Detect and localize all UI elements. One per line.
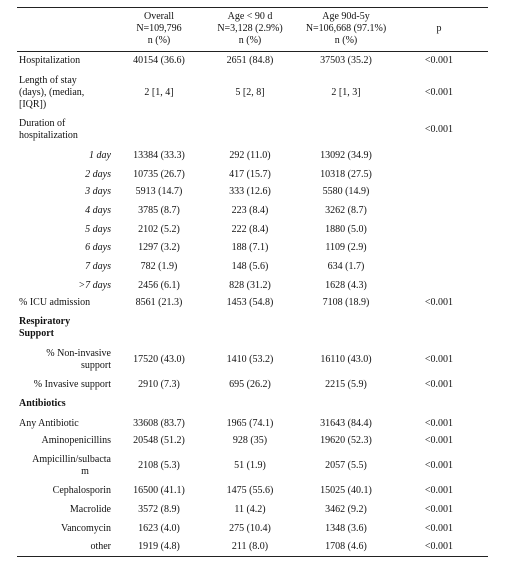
- row-sublabel: >7 days: [78, 280, 111, 291]
- cell-overall: 10735 (26.7): [133, 169, 185, 180]
- cell-overall: 3572 (8.9): [138, 504, 180, 515]
- cell-lt90: 828 (31.2): [229, 280, 271, 291]
- cell-overall: 20548 (51.2): [133, 435, 185, 446]
- cell-lt90: 148 (5.6): [231, 261, 269, 272]
- cell-gt90: 5580 (14.9): [322, 186, 370, 197]
- cell-gt90: 37503 (35.2): [320, 55, 372, 66]
- cell-overall: 40154 (36.6): [133, 55, 185, 66]
- cell-gt90: 634 (1.7): [327, 261, 365, 272]
- header-overall: Overall N=109,796 n (%): [136, 11, 182, 46]
- cell-gt90: 19620 (52.3): [320, 435, 372, 446]
- cell-overall: 5913 (14.7): [135, 186, 183, 197]
- cell-gt90: 15025 (40.1): [320, 485, 372, 496]
- row-label: Length of stay (days), (median, [IQR]): [19, 75, 85, 110]
- row-sublabel: 1 day: [89, 150, 111, 161]
- cell-gt90: 3262 (8.7): [325, 205, 367, 216]
- cell-overall: 33608 (83.7): [133, 418, 185, 429]
- cell-lt90: 2651 (84.8): [226, 55, 274, 66]
- cell-gt90: 1880 (5.0): [325, 224, 367, 235]
- cell-overall: 1919 (4.8): [138, 541, 180, 552]
- cell-overall: 1297 (3.2): [138, 242, 180, 253]
- row-label: Hospitalization: [19, 55, 81, 66]
- cell-p: <0.001: [424, 124, 454, 135]
- cell-p: <0.001: [424, 523, 454, 534]
- row-label: Duration of hospitalization: [19, 118, 78, 141]
- cell-p: <0.001: [424, 541, 454, 552]
- cell-gt90: 31643 (84.4): [320, 418, 372, 429]
- row-indented-label: % Non-invasive support: [46, 348, 111, 371]
- cell-gt90: 10318 (27.5): [320, 169, 372, 180]
- cell-lt90: 211 (8.0): [231, 541, 269, 552]
- cell-lt90: 928 (35): [232, 435, 268, 446]
- section-heading: Respiratory Support: [19, 316, 71, 339]
- cell-p: <0.001: [424, 87, 454, 98]
- cell-overall: 17520 (43.0): [133, 354, 185, 365]
- cell-p: <0.001: [424, 354, 454, 365]
- cell-p: <0.001: [424, 379, 454, 390]
- cell-gt90: 1348 (3.6): [325, 523, 367, 534]
- cell-lt90: 333 (12.6): [229, 186, 271, 197]
- row-sublabel: 2 days: [85, 169, 111, 180]
- row-indented-label: Macrolide: [69, 504, 111, 515]
- cell-gt90: 1109 (2.9): [325, 242, 367, 253]
- row-indented-label: % Invasive support: [33, 379, 111, 390]
- cell-p: <0.001: [424, 418, 454, 429]
- cell-gt90: 2 [1, 3]: [331, 87, 361, 98]
- cell-lt90: 417 (15.7): [229, 169, 271, 180]
- row-indented-label: Ampicillin/sulbacta m: [32, 454, 111, 477]
- cell-lt90: 1453 (54.8): [226, 297, 274, 308]
- row-indented-label: Cephalosporin: [52, 485, 111, 496]
- header-age-90d-5y: Age 90d-5y N=106,668 (97.1%) n (%): [305, 11, 387, 46]
- cell-overall: 8561 (21.3): [135, 297, 183, 308]
- cell-p: <0.001: [424, 435, 454, 446]
- cell-gt90: 1708 (4.6): [325, 541, 367, 552]
- row-sublabel: 6 days: [85, 242, 111, 253]
- cell-gt90: 2215 (5.9): [325, 379, 367, 390]
- cell-overall: 16500 (41.1): [133, 485, 185, 496]
- cell-overall: 13384 (33.3): [133, 150, 185, 161]
- row-indented-label: Vancomycin: [61, 523, 111, 534]
- cell-overall: 1623 (4.0): [138, 523, 180, 534]
- cell-overall: 2456 (6.1): [138, 280, 180, 291]
- top-rule: [17, 7, 488, 8]
- cell-lt90: 1965 (74.1): [226, 418, 274, 429]
- row-sublabel: 4 days: [85, 205, 111, 216]
- row-label: Any Antibiotic: [19, 418, 79, 429]
- bottom-rule: [17, 556, 488, 557]
- cell-lt90: 222 (8.4): [231, 224, 269, 235]
- cell-gt90: 13092 (34.9): [320, 150, 372, 161]
- cell-lt90: 1410 (53.2): [226, 354, 274, 365]
- cell-overall: 2 [1, 4]: [144, 87, 174, 98]
- cell-lt90: 275 (10.4): [229, 523, 271, 534]
- cell-p: <0.001: [424, 460, 454, 471]
- cell-gt90: 2057 (5.5): [325, 460, 367, 471]
- cell-p: <0.001: [424, 297, 454, 308]
- cell-gt90: 3462 (9.2): [325, 504, 367, 515]
- row-indented-label: Aminopenicillins: [41, 435, 111, 446]
- row-sublabel: 5 days: [85, 224, 111, 235]
- cell-overall: 2108 (5.3): [138, 460, 180, 471]
- cell-lt90: 51 (1.9): [234, 460, 266, 471]
- cell-p: <0.001: [424, 485, 454, 496]
- cell-lt90: 292 (11.0): [229, 150, 271, 161]
- cell-gt90: 1628 (4.3): [325, 280, 367, 291]
- cell-lt90: 1475 (55.6): [226, 485, 274, 496]
- cell-gt90: 7108 (18.9): [322, 297, 370, 308]
- row-sublabel: 7 days: [85, 261, 111, 272]
- header-rule: [17, 51, 488, 52]
- cell-p: <0.001: [424, 55, 454, 66]
- cell-lt90: 223 (8.4): [231, 205, 269, 216]
- cell-gt90: 16110 (43.0): [320, 354, 372, 365]
- cell-overall: 2910 (7.3): [138, 379, 180, 390]
- cell-overall: 782 (1.9): [140, 261, 178, 272]
- row-indented-label: other: [90, 541, 111, 552]
- cell-lt90: 695 (26.2): [229, 379, 271, 390]
- header-age-lt90: Age < 90 d N=3,128 (2.9%) n (%): [217, 11, 283, 46]
- row-sublabel: 3 days: [85, 186, 111, 197]
- row-label: % ICU admission: [19, 297, 91, 308]
- cell-lt90: 188 (7.1): [231, 242, 269, 253]
- cell-p: <0.001: [424, 504, 454, 515]
- section-heading: Antibiotics: [19, 398, 66, 409]
- cell-overall: 2102 (5.2): [138, 224, 180, 235]
- cell-overall: 3785 (8.7): [138, 205, 180, 216]
- header-p: p: [436, 23, 442, 34]
- cell-lt90: 11 (4.2): [234, 504, 266, 515]
- cell-lt90: 5 [2, 8]: [235, 87, 265, 98]
